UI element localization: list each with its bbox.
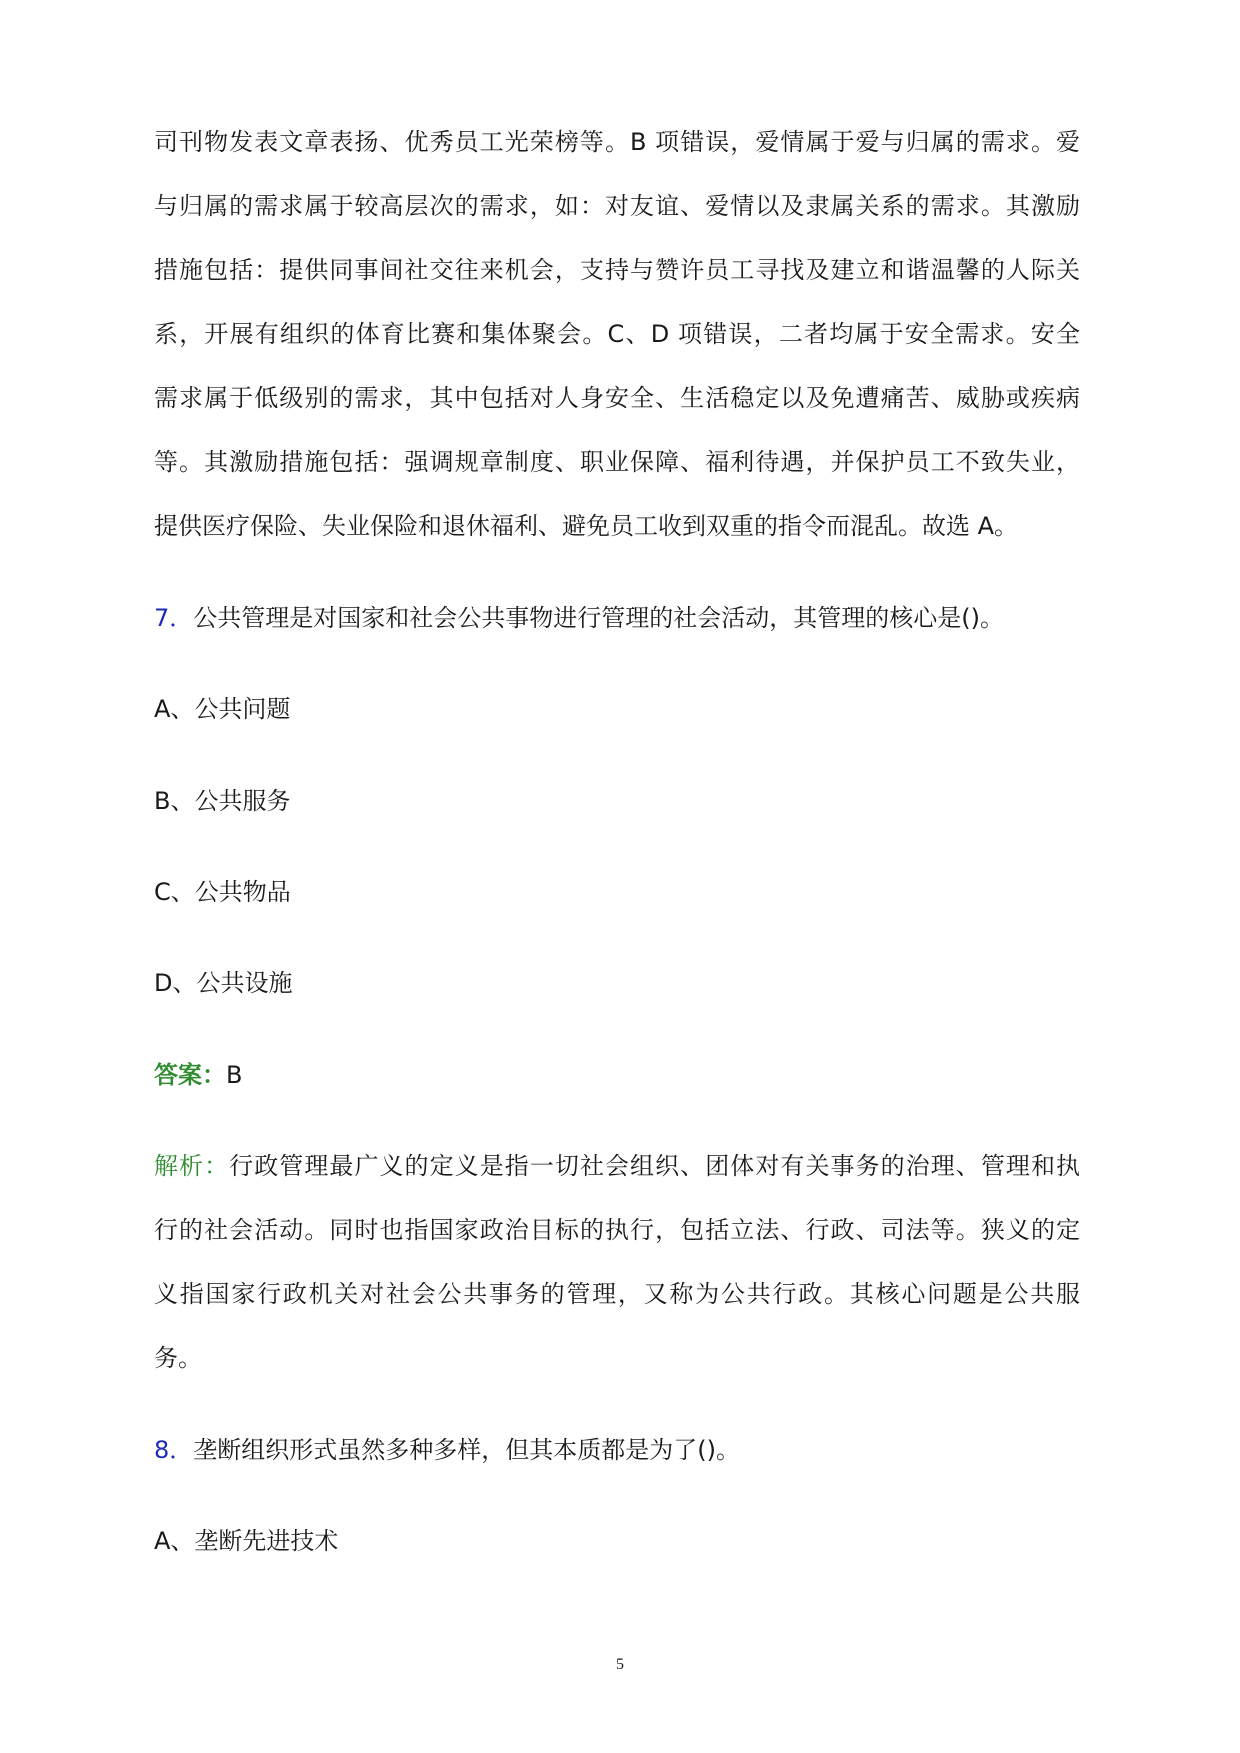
text-line: 需求属于低级别的需求，其中包括对人身安全、生活稳定以及免遭痛苦、威胁或疾病: [154, 384, 1080, 412]
analysis-label: 解析：: [154, 1152, 230, 1180]
text-line: 义指国家行政机关对社会公共事务的管理，又称为公共行政。其核心问题是公共服: [154, 1280, 1080, 1308]
question-8: [154, 1418, 1080, 1482]
text-line: 措施包括：提供同事间社交往来机会，支持与赞许员工寻找及建立和谐温馨的人际关: [154, 256, 1080, 284]
answer-value: B: [226, 1061, 243, 1089]
option-c: C、公共物品: [154, 878, 291, 906]
answer-label: 答案：: [154, 1061, 226, 1089]
text-line: 与归属的需求属于较高层次的需求，如：对友谊、爱情以及隶属关系的需求。其激励: [154, 192, 1080, 220]
question-number: 8．: [154, 1436, 194, 1464]
text-line: 等。其激励措施包括：强调规章制度、职业保障、福利待遇，并保护员工不致失业，: [154, 448, 1080, 476]
question-text: 公共管理是对国家和社会公共事物进行管理的社会活动，其管理的核心是()。: [193, 604, 1005, 632]
text-line: 行政管理最广义的定义是指一切社会组织、团体对有关事务的治理、管理和执: [229, 1152, 1081, 1180]
text-line: 司刊物发表文章表扬、优秀员工光荣榜等。B 项错误，爱情属于爱与归属的需求。爱: [154, 128, 1080, 156]
option-d: D、公共设施: [154, 969, 293, 997]
page-number: 5: [616, 1656, 624, 1673]
option-b: B、公共服务: [154, 787, 291, 815]
analysis: [154, 1134, 1080, 1390]
previous-analysis: [154, 110, 1080, 558]
text-line: 提供医疗保险、失业保险和退休福利、避免员工收到双重的指令而混乱。故选 A。: [154, 512, 1019, 540]
option-a: A、垄断先进技术: [154, 1527, 339, 1555]
text-line: 系，开展有组织的体育比赛和集体聚会。C、D 项错误，二者均属于安全需求。安全: [154, 320, 1080, 348]
question-number: 7．: [154, 604, 194, 632]
question-7: [154, 586, 1080, 650]
question-text: 垄断组织形式虽然多种多样，但其本质都是为了()。: [193, 1436, 741, 1464]
text-line: 务。: [154, 1344, 202, 1372]
text-line: 行的社会活动。同时也指国家政治目标的执行，包括立法、行政、司法等。狭义的定: [154, 1216, 1080, 1244]
answer: [154, 1043, 1080, 1107]
option-a: A、公共问题: [154, 695, 291, 723]
